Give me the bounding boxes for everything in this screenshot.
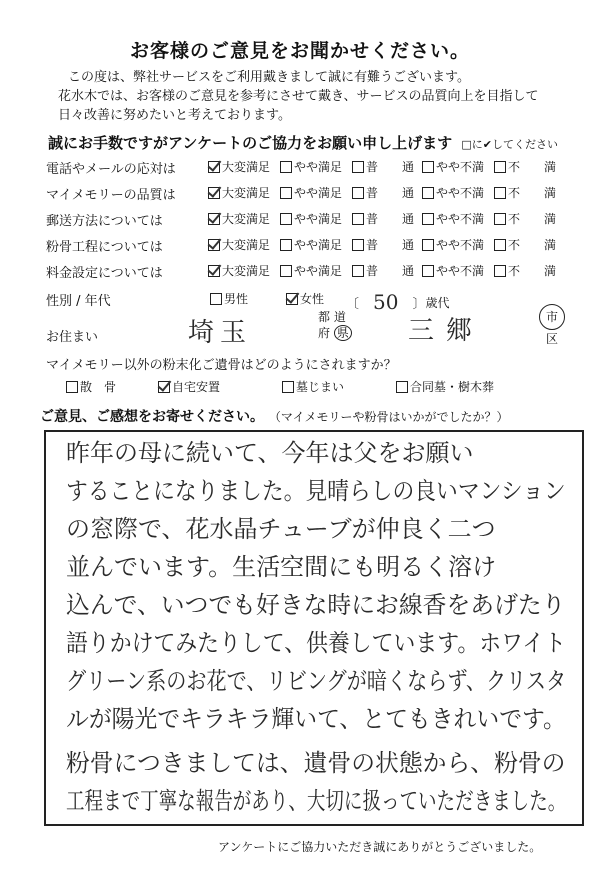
comment-line: 込んで、いつでも好きな時にお線香をあげたり	[66, 591, 566, 619]
rating-option-label: やや満足	[294, 238, 343, 252]
comment-line: ルが陽光でキラキラ輝いて、とてもきれいです。	[66, 705, 566, 733]
male-checkbox[interactable]	[210, 293, 222, 305]
footer-thanks: アンケートにご協力いただき誠にありがとうございました。	[218, 840, 542, 854]
age-bracket-close: 〕	[412, 296, 426, 312]
comment-subheading: （マイメモリーや粉骨はいかがでしたか？）	[268, 410, 509, 424]
comment-line: グリーン系のお花で、リビングが暗くならず、クリスタ	[66, 667, 567, 695]
rating-checkbox[interactable]	[208, 161, 220, 173]
remains-option[interactable]	[66, 378, 116, 395]
rating-option[interactable]	[208, 158, 270, 175]
rating-option-label: 不 満	[508, 212, 557, 226]
comment-line: 工程まで丁寧な報告があり、大切に扱っていただきました。	[66, 787, 567, 815]
rating-checkbox[interactable]	[494, 187, 506, 199]
rating-option[interactable]	[352, 236, 414, 253]
city-name: 三郷	[408, 316, 485, 346]
rating-option[interactable]	[422, 158, 484, 175]
rating-checkbox[interactable]	[494, 161, 506, 173]
age-value: 50	[373, 290, 399, 314]
male-label: 男性	[224, 292, 249, 306]
rating-checkbox[interactable]	[494, 239, 506, 251]
remains-question: マイメモリー以外の粉末化ご遺骨はどのようにされますか？	[46, 358, 397, 373]
comment-line: の窓際で、花水晶チューブが仲良く二つ	[66, 515, 496, 543]
rating-option-label: やや満足	[294, 160, 343, 174]
remains-checkbox[interactable]	[158, 381, 170, 393]
remains-option-label: 自宅安置	[172, 380, 221, 394]
comment-line: することになりました。見晴らしの良いマンション	[66, 477, 566, 505]
todofuken-ken: 県	[334, 325, 352, 341]
rating-option[interactable]	[422, 262, 484, 279]
rating-option[interactable]	[280, 210, 342, 227]
rating-checkbox[interactable]	[352, 213, 364, 225]
profile-label: 性別 / 年代	[46, 294, 111, 309]
rating-checkbox[interactable]	[352, 239, 364, 251]
rating-checkbox[interactable]	[422, 239, 434, 251]
prefecture-name: 埼玉	[188, 318, 253, 348]
female-option[interactable]	[286, 290, 324, 307]
survey-heading	[48, 132, 558, 153]
rating-option[interactable]	[352, 210, 414, 227]
rating-option[interactable]	[280, 158, 342, 175]
rating-option-label: やや不満	[436, 264, 485, 278]
rating-option[interactable]	[280, 184, 342, 201]
rating-checkbox[interactable]	[352, 187, 364, 199]
rating-option[interactable]	[352, 184, 414, 201]
rating-checkbox[interactable]	[208, 239, 220, 251]
remains-checkbox[interactable]	[282, 381, 294, 393]
rating-row	[46, 236, 586, 256]
remains-option-label: 合同墓・樹木葬	[410, 380, 495, 394]
rating-option-label: 普 通	[366, 186, 415, 200]
rating-option[interactable]	[208, 262, 270, 279]
rating-option[interactable]	[422, 210, 484, 227]
rating-option[interactable]	[208, 210, 270, 227]
rating-option-label: 普 通	[366, 264, 415, 278]
remains-option[interactable]	[282, 378, 344, 395]
rating-row	[46, 184, 586, 204]
rating-option-label: 大変満足	[222, 160, 271, 174]
city-type-shi: 市	[539, 304, 565, 330]
comment-heading	[40, 406, 509, 426]
rating-checkbox[interactable]	[422, 187, 434, 199]
rating-option-label: 不 満	[508, 186, 557, 200]
rating-option-label: やや不満	[436, 160, 485, 174]
rating-option-label: やや満足	[294, 212, 343, 226]
comment-line: 語りかけてみたりして、供養しています。ホワイト	[66, 629, 567, 657]
rating-checkbox[interactable]	[280, 239, 292, 251]
rating-option[interactable]	[352, 262, 414, 279]
rating-option-label: やや不満	[436, 238, 485, 252]
rating-option-label: 大変満足	[222, 264, 271, 278]
city-type-ku: 区	[545, 332, 558, 346]
rating-option[interactable]	[280, 236, 342, 253]
rating-checkbox[interactable]	[208, 265, 220, 277]
comment-line: 粉骨につきましては、遺骨の状態から、粉骨の	[66, 749, 566, 777]
remains-checkbox[interactable]	[66, 381, 78, 393]
rating-option[interactable]	[494, 236, 556, 253]
rating-option[interactable]	[422, 236, 484, 253]
rating-checkbox[interactable]	[494, 213, 506, 225]
female-checkbox[interactable]	[286, 293, 298, 305]
rating-checkbox[interactable]	[422, 213, 434, 225]
rating-option[interactable]	[494, 262, 556, 279]
rating-checkbox[interactable]	[352, 265, 364, 277]
intro-text	[58, 68, 538, 125]
rating-row	[46, 158, 586, 178]
remains-option[interactable]	[396, 378, 494, 395]
rating-option-label: 普 通	[366, 238, 415, 252]
rating-option-label: 不 満	[508, 160, 557, 174]
todofuken-fu: 府	[318, 326, 331, 340]
rating-option-label: 大変満足	[222, 238, 271, 252]
rating-checkbox[interactable]	[208, 187, 220, 199]
male-option[interactable]	[210, 290, 248, 307]
intro-line: この度は、弊社サービスをご利用戴きまして誠に有難うございます。	[68, 70, 470, 85]
intro-line: 花水木では、お客様のご意見を参考にさせて戴き、サービスの品質向上を目指して	[58, 89, 539, 104]
rating-row-label: マイメモリーの品質は	[46, 188, 176, 203]
rating-option-label: 不 満	[508, 238, 557, 252]
rating-option-label: やや満足	[294, 186, 343, 200]
survey-hint: □に✔してください	[461, 138, 558, 151]
rating-option[interactable]	[208, 236, 270, 253]
comment-line: 並んでいます。生活空間にも明るく溶け	[66, 553, 497, 581]
rating-row	[46, 262, 586, 282]
age-bracket-open: 〔	[346, 296, 360, 312]
comment-heading-text: ご意見、ご感想をお寄せください。	[40, 409, 264, 425]
female-label: 女性	[300, 292, 325, 306]
intro-line: 日々改善に努めたいと考えております。	[58, 108, 291, 123]
rating-option-label: 普 通	[366, 160, 415, 174]
rating-checkbox[interactable]	[280, 265, 292, 277]
city-type	[538, 304, 566, 347]
rating-option[interactable]	[208, 184, 270, 201]
rating-option[interactable]	[352, 158, 414, 175]
rating-row-label: 郵送方法については	[46, 214, 163, 229]
remains-checkbox[interactable]	[396, 381, 408, 393]
rating-option-label: やや不満	[436, 186, 485, 200]
rating-option-label: やや不満	[436, 212, 485, 226]
comment-box[interactable]	[44, 430, 584, 826]
rating-option-label: 大変満足	[222, 212, 271, 226]
address-label: お住まい	[46, 330, 99, 345]
rating-checkbox[interactable]	[280, 161, 292, 173]
rating-row-label: 料金設定については	[46, 266, 163, 281]
prefecture-type	[318, 310, 368, 341]
rating-option[interactable]	[494, 158, 556, 175]
rating-row-label: 粉骨工程については	[46, 240, 163, 255]
rating-option[interactable]	[494, 210, 556, 227]
survey-heading-text: 誠にお手数ですがアンケートのご協力をお願い申し上げます	[48, 134, 453, 152]
rating-row	[46, 210, 586, 230]
rating-row-label: 電話やメールの応対は	[46, 162, 176, 177]
rating-checkbox[interactable]	[280, 213, 292, 225]
rating-checkbox[interactable]	[208, 213, 220, 225]
rating-checkbox[interactable]	[352, 161, 364, 173]
profile-row	[46, 290, 586, 314]
remains-option-label: 墓じまい	[296, 380, 345, 394]
remains-option[interactable]	[158, 378, 220, 395]
rating-option-label: やや満足	[294, 264, 343, 278]
remains-option-label: 散 骨	[80, 380, 117, 394]
rating-option-label: 不 満	[508, 264, 557, 278]
rating-checkbox[interactable]	[422, 161, 434, 173]
rating-option[interactable]	[494, 184, 556, 201]
todofuken-top: 都 道	[318, 310, 346, 324]
age-suffix: 歳代	[425, 295, 450, 310]
rating-option[interactable]	[280, 262, 342, 279]
form-title: お客様のご意見をお聞かせください。	[129, 40, 470, 62]
rating-checkbox[interactable]	[280, 187, 292, 199]
comment-line: 昨年の母に続いて、今年は父をお願い	[66, 439, 474, 467]
rating-option-label: 普 通	[366, 212, 415, 226]
rating-checkbox[interactable]	[422, 265, 434, 277]
rating-option-label: 大変満足	[222, 186, 271, 200]
rating-checkbox[interactable]	[494, 265, 506, 277]
rating-option[interactable]	[422, 184, 484, 201]
